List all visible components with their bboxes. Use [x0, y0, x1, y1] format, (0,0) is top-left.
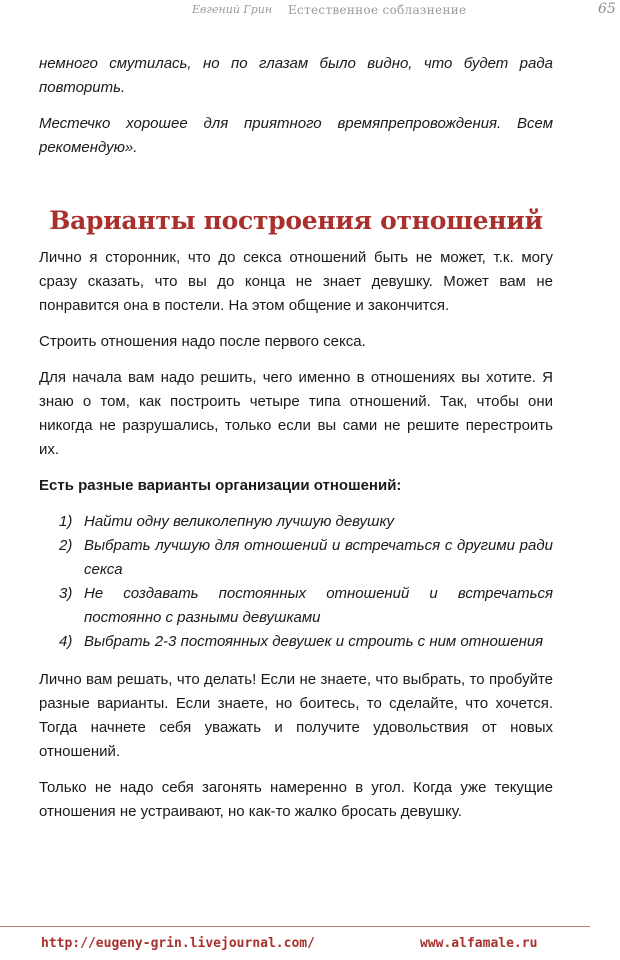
list-item [39, 582, 553, 630]
list-item-number: 3) [59, 585, 73, 602]
section-heading: Варианты построения отношений [49, 206, 543, 235]
list-intro: Есть разные варианты организации отношений: [39, 477, 402, 494]
body-paragraph: Лично я сторонник, что до секса отношений быть не может, т.к. могу сразу сказать, что вы до конца не знает девушку. Может вам не понравится она в постели. На этом общение и закончится. [39, 249, 553, 314]
list-item-text: Выбрать лучшую для отношений и встречаться с другими ради секса [84, 537, 553, 578]
list-item [39, 534, 553, 582]
list-item [39, 630, 553, 654]
footer-livejournal-link[interactable]: http://eugeny-grin.livejournal.com/ [41, 936, 315, 951]
page-header [0, 3, 620, 21]
relationship-options-list [39, 510, 553, 654]
intro-paragraph: Местечко хорошее для приятного времяпрепровождения. Всем рекомендую». [39, 115, 553, 156]
list-item-text: Найти одну великолепную лучшую девушку [84, 513, 395, 530]
list-item-number: 1) [59, 513, 73, 530]
header-author: Евгений Грин [192, 3, 273, 16]
footer-divider [0, 926, 590, 927]
body-paragraph: Для начала вам надо решить, чего именно в отношениях вы хотите. Я знаю о том, как построить четыре типа отношений. Так, чтобы они никогда не разрушались, только если вы сами не решите перестроить их. [39, 369, 553, 458]
page-number: 65 [598, 1, 616, 17]
page-footer [0, 936, 620, 956]
list-item-number: 4) [59, 633, 73, 650]
list-item-text: Выбрать 2-3 постоянных девушек и строить с ним отношения [84, 633, 544, 650]
body-paragraph: Лично вам решать, что делать! Если не знаете, что выбрать, то пробуйте разные варианты. Если знаете, но боитесь, то сделайте, что хочется. Тогда начнете себя уважать и получите удовольствия от новых отношений. [39, 671, 553, 760]
list-item-number: 2) [59, 537, 73, 554]
list-item-text: Не создавать постоянных отношений и встречаться постоянно с разными девушками [84, 585, 553, 626]
footer-site-link[interactable]: www.alfamale.ru [420, 936, 538, 951]
intro-paragraph: немного смутилась, но по глазам было видно, что будет рада повторить. [39, 55, 553, 96]
body-paragraph: Только не надо себя загонять намеренно в угол. Когда уже текущие отношения не устраивают, но как-то жалко бросать девушку. [39, 779, 553, 820]
list-item [39, 510, 553, 534]
header-book-title: Естественное соблазнение [288, 3, 467, 17]
body-paragraph: Строить отношения надо после первого секса. [39, 333, 366, 350]
page-content [39, 52, 553, 836]
